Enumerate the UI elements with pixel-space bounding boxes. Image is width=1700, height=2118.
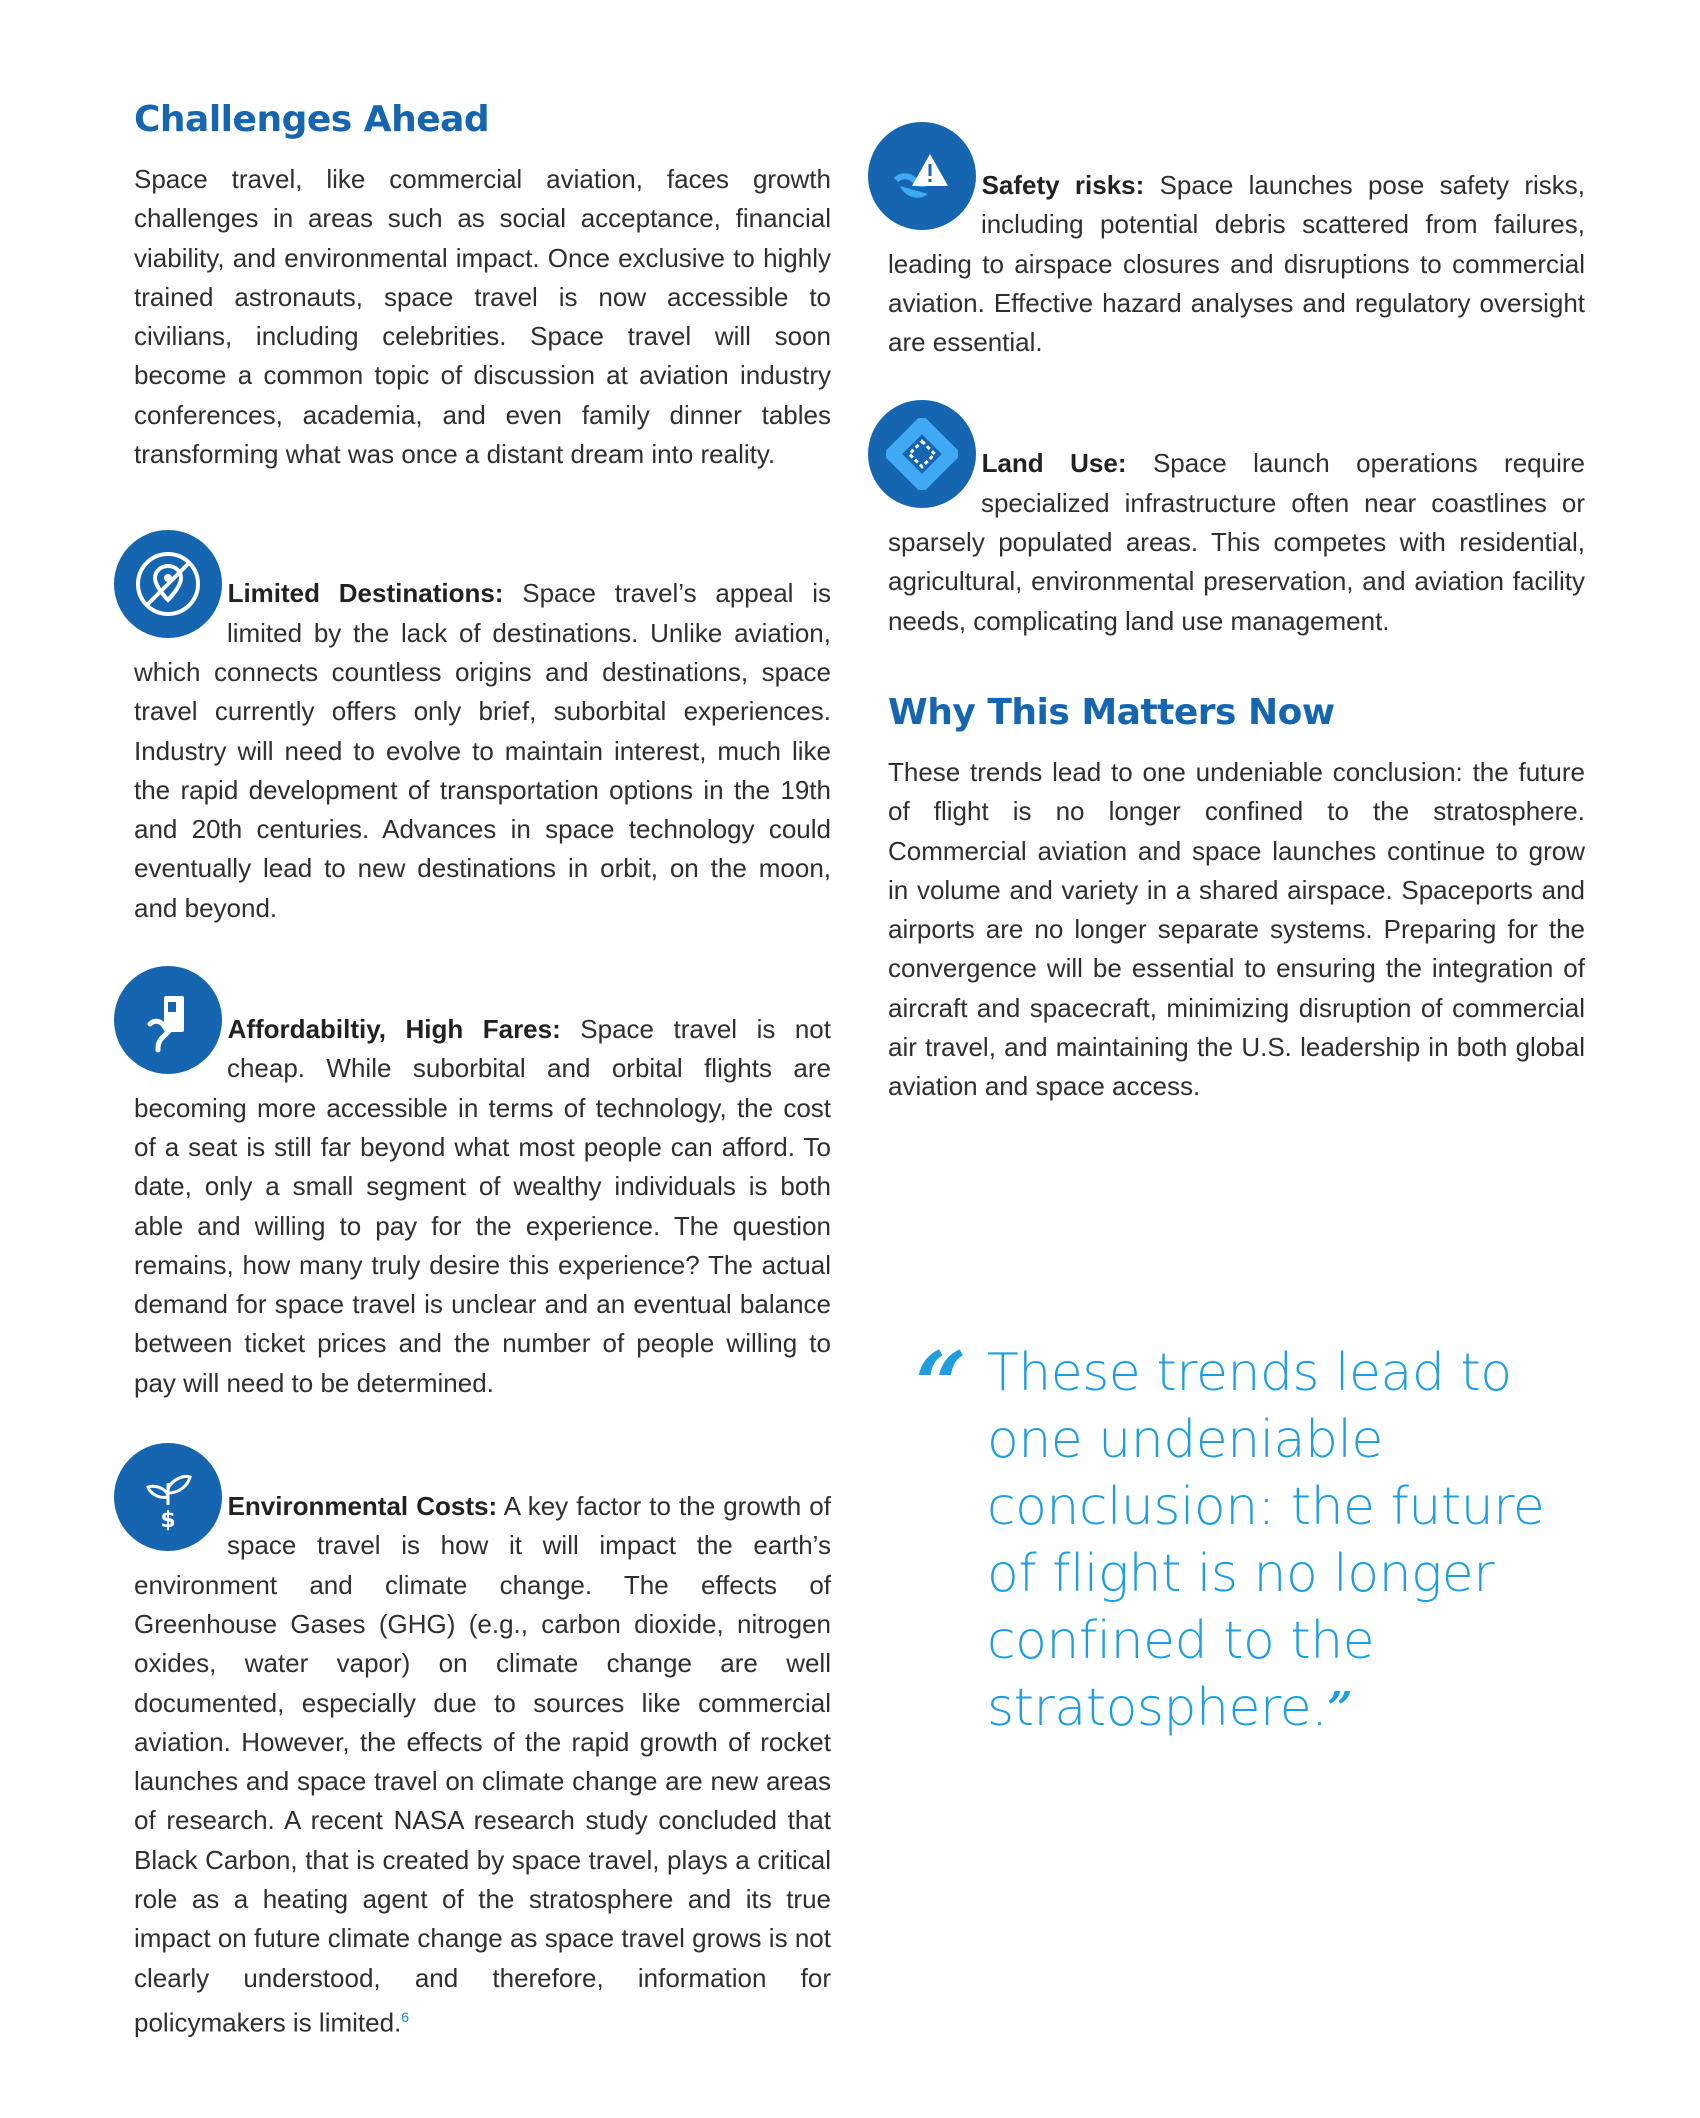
footnote-ref[interactable]: 6 [401, 2008, 410, 2025]
environmental-costs-item [134, 1487, 831, 2043]
intro-paragraph: Space travel, like commercial aviation, faces growth challenges in areas such as social acceptance, financial viability, and environmental impact. Once exclusive to highly trained astronauts, space travel is now accessible to civilians, including celebrities. Space travel will soon become a common topic of discussion at aviation industry conferences, academia, and even family dinner tables transforming what was once a distant dream into reality. [134, 164, 831, 470]
hand-phone-icon [114, 966, 222, 1074]
safety-risks-item [888, 166, 1585, 362]
plant-dollar-icon [114, 1443, 222, 1551]
limited-destinations-text: Space travel’s appeal is limited by the lack of destinations. Unlike aviation, which connects countless origins and destinations, space travel currently offers only brief, suborbital experiences. Industry will need to evolve to maintain interest, much like the rapid development of transportation options in the 19th and 20th centuries. Advances in space technology could eventually lead to new destinations in orbit, on the moon, and beyond. [134, 578, 831, 923]
challenges-heading: Challenges Ahead [134, 99, 490, 140]
limited-destinations-item [134, 574, 831, 928]
why-matters-heading: Why This Matters Now [888, 691, 1335, 733]
why-matters-paragraph: These trends lead to one undeniable conclusion: the future of flight is no longer confined to the stratosphere. Commercial aviation and space launches continue to grow in volume and variety in a shared airspace. Spaceports and airports are no longer separate systems. Preparing for the convergence will be essential to ensuring the integration of aircraft and spacecraft, minimizing disruption of commercial air travel, and maintaining the U.S. leadership in both global aviation and space access. [888, 756, 1585, 1102]
right-column [888, 166, 1585, 1107]
quote-text: These trends lead to one undeniable conclusion: the future of flight is no longer confined to the stratosphere. [987, 1343, 1545, 1738]
affordability-text: Space travel is not cheap. While suborbital and orbital flights are becoming more accessible in terms of technology, the cost of a seat is still far beyond what most people can afford. To date, only a small segment of wealthy individuals is both able and willing to pay for the experience. The question remains, how many truly desire this experience? The actual demand for space travel is unclear and an eventual balance between ticket prices and the number of people willing to pay will need to be determined. [134, 1014, 831, 1398]
quote-open-mark: “ [915, 1332, 967, 1438]
environmental-costs-title: Environmental Costs: [227, 1491, 498, 1522]
land-map-icon [868, 400, 976, 508]
safety-risks-title: Safety risks: [981, 170, 1145, 200]
land-use-title: Land Use: [981, 448, 1127, 479]
limited-destinations-title: Limited Destinations: [227, 578, 504, 609]
pull-quote [915, 1332, 1585, 1742]
safety-risks-text: Space launches pose safety risks, including potential debris scattered from failures, leading to airspace closures and disruptions to commercial aviation. Effective hazard analyses and regulatory oversight are essential. [888, 170, 1585, 358]
svg-text:$: $ [160, 1508, 176, 1534]
affordability-item [134, 1010, 831, 1403]
warning-icon [868, 122, 976, 230]
left-column [134, 96, 831, 2043]
quote-close-mark: ” [1327, 1683, 1353, 1734]
land-use-item [888, 444, 1585, 640]
environmental-costs-text: A key factor to the growth of space travel is how it will impact the earth’s environment and climate change. The effects of Greenhouse Gases (GHG) (e.g., carbon dioxide, nitrogen oxides, water vapor) on climate change are well documented, especially due to sources like commercial aviation. However, the effects of the rapid growth of rocket launches and space travel on climate change are new areas of research. A recent NASA research study concluded that Black Carbon, that is created by space travel, plays a critical role as a heating agent of the stratosphere and its true impact on future climate change as space travel grows is not clearly understood, and therefore, information for policymakers is limited. [134, 1491, 831, 2038]
land-use-text: Space launch operations require specialized infrastructure often near coastlines or sparsely populated areas. This competes with residential, agricultural, environmental preservation, and aviation facility needs, complicating land use management. [888, 448, 1585, 636]
no-location-icon [114, 530, 222, 638]
affordability-title: Affordabiltiy, High Fares: [227, 1014, 561, 1045]
